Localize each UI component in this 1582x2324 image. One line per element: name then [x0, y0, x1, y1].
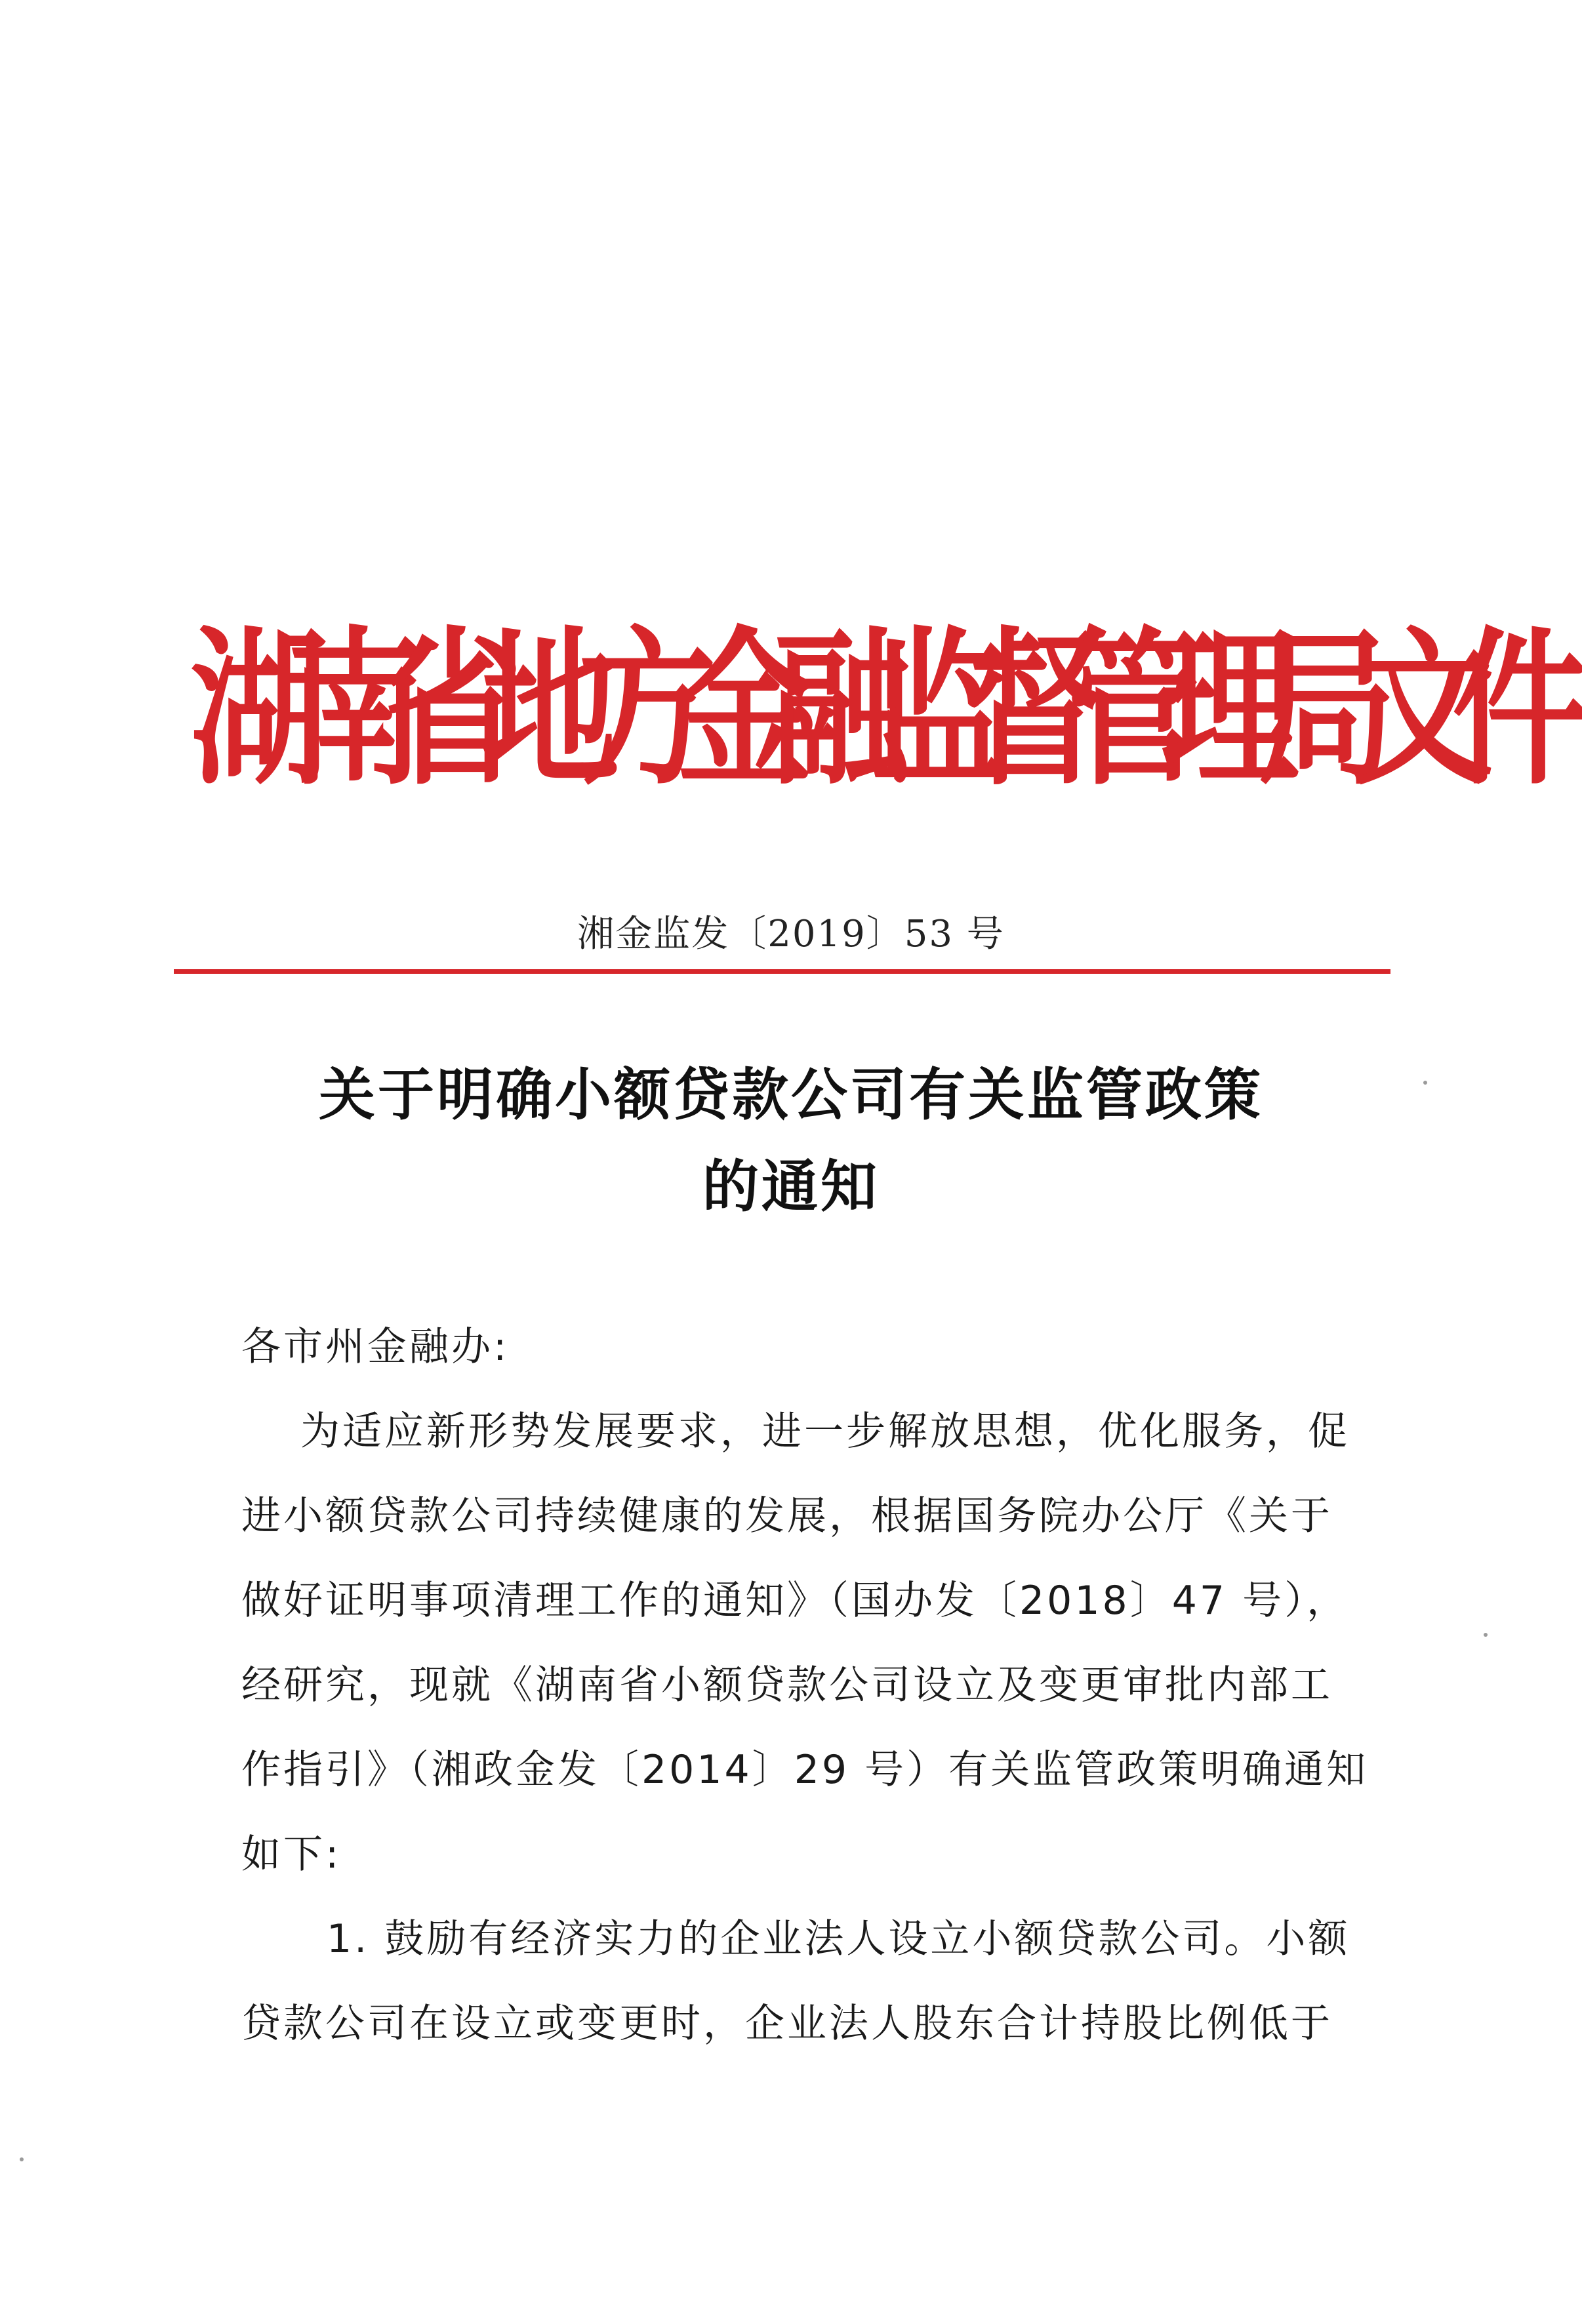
body-line: 作指引》（湘政金发〔2014〕29 号）有关监管政策明确通知 [241, 1747, 1369, 1793]
scan-speck [1423, 1081, 1427, 1085]
body-line: 经研究，现就《湖南省小额贷款公司设立及变更审批内部工 [241, 1662, 1333, 1708]
notice-title [0, 1049, 1582, 1233]
notice-title-line-2: 的通知 [702, 1153, 880, 1220]
red-separator-line [174, 969, 1390, 974]
salutation: 各市州金融办: [241, 1324, 510, 1370]
body-line: 做好证明事项清理工作的通知》（国办发〔2018〕47 号）， [241, 1578, 1349, 1624]
body-line: 1. 鼓励有经济实力的企业法人设立小额贷款公司。小额 [327, 1916, 1350, 1962]
scan-speck [1484, 1633, 1488, 1637]
scan-speck [20, 2157, 24, 2161]
body-line: 贷款公司在设立或变更时，企业法人股东合计持股比例低于 [241, 2001, 1333, 2047]
notice-title-line-1: 关于明确小额贷款公司有关监管政策 [319, 1062, 1263, 1128]
masthead-title: 湖南省地方金融监督管理局文件 [190, 611, 1550, 808]
body-line: 为适应新形势发展要求，进一步解放思想，优化服务，促 [300, 1409, 1350, 1454]
body-line: 如下: [241, 1832, 342, 1877]
notice-body [241, 1305, 1369, 2066]
document-number: 湘金监发〔2019〕53 号 [577, 913, 1005, 955]
body-line: 进小额贷款公司持续健康的发展，根据国务院办公厅《关于 [241, 1493, 1333, 1539]
